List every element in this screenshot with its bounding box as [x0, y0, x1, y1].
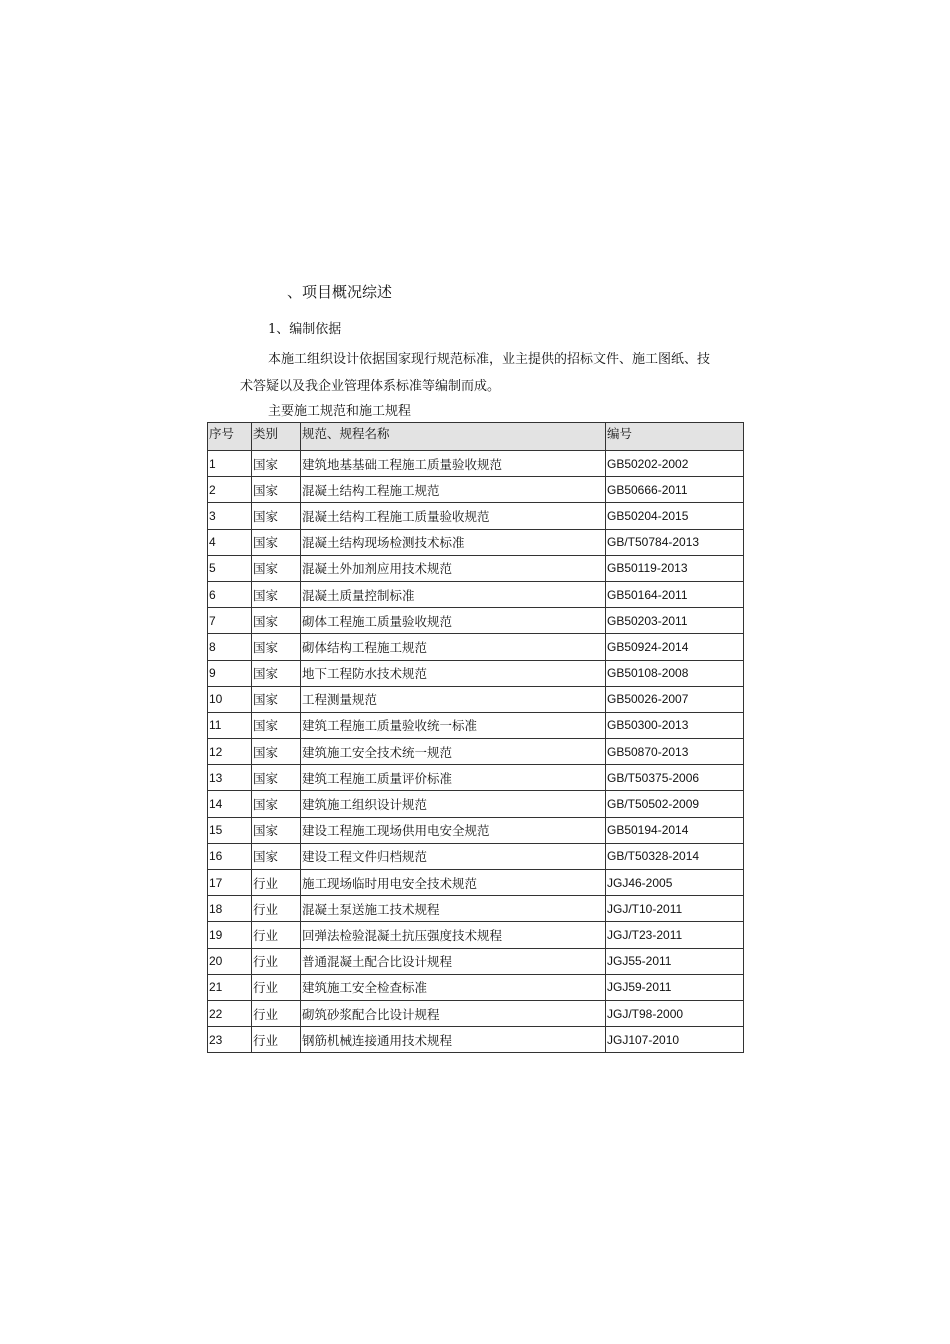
cell-code: GB50108-2008 [606, 660, 744, 686]
cell-name: 建设工程施工现场供用电安全规范 [301, 817, 606, 843]
cell-name: 混凝土结构工程施工质量验收规范 [301, 503, 606, 529]
cell-index: 21 [208, 974, 252, 1000]
cell-category: 国家 [252, 660, 301, 686]
cell-name: 建设工程文件归档规范 [301, 843, 606, 869]
cell-name: 施工现场临时用电安全技术规范 [301, 870, 606, 896]
cell-code: GB50202-2002 [606, 451, 744, 477]
cell-code: GB50203-2011 [606, 608, 744, 634]
cell-index: 19 [208, 922, 252, 948]
cell-category: 国家 [252, 791, 301, 817]
standards-table [207, 422, 744, 1053]
cell-name: 混凝土外加剂应用技术规范 [301, 555, 606, 581]
cell-index: 11 [208, 712, 252, 738]
cell-index: 3 [208, 503, 252, 529]
table-row [208, 765, 744, 791]
cell-code: JGJ107-2010 [606, 1027, 744, 1053]
cell-category: 国家 [252, 739, 301, 765]
cell-name: 混凝土泵送施工技术规程 [301, 896, 606, 922]
table-header [208, 423, 744, 451]
cell-category: 国家 [252, 686, 301, 712]
cell-name: 混凝土质量控制标准 [301, 581, 606, 607]
cell-code: JGJ46-2005 [606, 870, 744, 896]
cell-category: 国家 [252, 503, 301, 529]
table-row [208, 817, 744, 843]
cell-index: 20 [208, 948, 252, 974]
table-row [208, 503, 744, 529]
cell-name: 建筑地基基础工程施工质量验收规范 [301, 451, 606, 477]
cell-code: JGJ/T10-2011 [606, 896, 744, 922]
cell-code: JGJ/T98-2000 [606, 1000, 744, 1026]
cell-category: 国家 [252, 477, 301, 503]
cell-category: 国家 [252, 555, 301, 581]
table-row [208, 1027, 744, 1053]
header-name: 规范、规程名称 [301, 423, 606, 451]
cell-index: 4 [208, 529, 252, 555]
cell-category: 行业 [252, 922, 301, 948]
cell-index: 14 [208, 791, 252, 817]
cell-category: 国家 [252, 843, 301, 869]
cell-category: 国家 [252, 451, 301, 477]
cell-code: GB50194-2014 [606, 817, 744, 843]
cell-name: 钢筋机械连接通用技术规程 [301, 1027, 606, 1053]
header-category: 类别 [252, 423, 301, 451]
document-heading: 、项目概况综述 [287, 283, 393, 301]
cell-category: 国家 [252, 634, 301, 660]
cell-category: 国家 [252, 581, 301, 607]
cell-name: 建筑施工安全技术统一规范 [301, 739, 606, 765]
cell-code: GB50164-2011 [606, 581, 744, 607]
cell-category: 行业 [252, 948, 301, 974]
table-row [208, 451, 744, 477]
table-row [208, 608, 744, 634]
table-row [208, 922, 744, 948]
cell-category: 行业 [252, 896, 301, 922]
cell-index: 6 [208, 581, 252, 607]
table-row [208, 791, 744, 817]
cell-name: 回弹法检验混凝土抗压强度技术规程 [301, 922, 606, 948]
cell-code: JGJ/T23-2011 [606, 922, 744, 948]
cell-code: GB50026-2007 [606, 686, 744, 712]
cell-code: GB50870-2013 [606, 739, 744, 765]
cell-code: GB/T50328-2014 [606, 843, 744, 869]
table-row [208, 477, 744, 503]
cell-code: JGJ55-2011 [606, 948, 744, 974]
cell-index: 5 [208, 555, 252, 581]
table-row [208, 529, 744, 555]
table-row [208, 739, 744, 765]
cell-index: 23 [208, 1027, 252, 1053]
cell-category: 国家 [252, 817, 301, 843]
table-body [208, 451, 744, 1053]
cell-index: 12 [208, 739, 252, 765]
cell-code: JGJ59-2011 [606, 974, 744, 1000]
cell-index: 15 [208, 817, 252, 843]
cell-code: GB/T50502-2009 [606, 791, 744, 817]
cell-code: GB/T50784-2013 [606, 529, 744, 555]
cell-category: 行业 [252, 974, 301, 1000]
header-index: 序号 [208, 423, 252, 451]
cell-index: 2 [208, 477, 252, 503]
cell-category: 行业 [252, 1000, 301, 1026]
table-row [208, 843, 744, 869]
cell-code: GB50924-2014 [606, 634, 744, 660]
cell-index: 9 [208, 660, 252, 686]
table-row [208, 974, 744, 1000]
cell-name: 普通混凝土配合比设计规程 [301, 948, 606, 974]
cell-name: 建筑施工安全检查标准 [301, 974, 606, 1000]
cell-index: 22 [208, 1000, 252, 1026]
cell-index: 1 [208, 451, 252, 477]
cell-name: 砌筑砂浆配合比设计规程 [301, 1000, 606, 1026]
table-row [208, 581, 744, 607]
cell-category: 国家 [252, 608, 301, 634]
table-caption: 主要施工规范和施工规程 [268, 404, 412, 419]
table-row [208, 948, 744, 974]
cell-code: GB50119-2013 [606, 555, 744, 581]
cell-index: 17 [208, 870, 252, 896]
cell-name: 砌体工程施工质量验收规范 [301, 608, 606, 634]
table-row [208, 870, 744, 896]
table-row [208, 660, 744, 686]
cell-category: 行业 [252, 870, 301, 896]
cell-index: 18 [208, 896, 252, 922]
cell-index: 7 [208, 608, 252, 634]
cell-name: 建筑工程施工质量评价标准 [301, 765, 606, 791]
cell-category: 国家 [252, 529, 301, 555]
cell-index: 8 [208, 634, 252, 660]
table-header-row [208, 423, 744, 451]
cell-name: 建筑工程施工质量验收统一标准 [301, 712, 606, 738]
header-code: 编号 [606, 423, 744, 451]
cell-index: 16 [208, 843, 252, 869]
cell-name: 混凝土结构现场检测技术标准 [301, 529, 606, 555]
cell-code: GB50666-2011 [606, 477, 744, 503]
cell-code: GB/T50375-2006 [606, 765, 744, 791]
table-row [208, 555, 744, 581]
cell-name: 混凝土结构工程施工规范 [301, 477, 606, 503]
cell-index: 10 [208, 686, 252, 712]
cell-name: 工程测量规范 [301, 686, 606, 712]
cell-category: 国家 [252, 765, 301, 791]
cell-name: 砌体结构工程施工规范 [301, 634, 606, 660]
body-paragraph: 本施工组织设计依据国家现行规范标准，业主提供的招标文件、施工图纸、技术答疑以及我企业管理体系标准等编制而成。 [240, 352, 711, 394]
table-row [208, 686, 744, 712]
cell-category: 国家 [252, 712, 301, 738]
section-subheading: 1、编制依据 [268, 322, 342, 337]
table-row [208, 1000, 744, 1026]
cell-name: 地下工程防水技术规范 [301, 660, 606, 686]
cell-code: GB50204-2015 [606, 503, 744, 529]
table-row [208, 634, 744, 660]
table-row [208, 896, 744, 922]
cell-name: 建筑施工组织设计规范 [301, 791, 606, 817]
cell-category: 行业 [252, 1027, 301, 1053]
cell-index: 13 [208, 765, 252, 791]
cell-code: GB50300-2013 [606, 712, 744, 738]
table-row [208, 712, 744, 738]
